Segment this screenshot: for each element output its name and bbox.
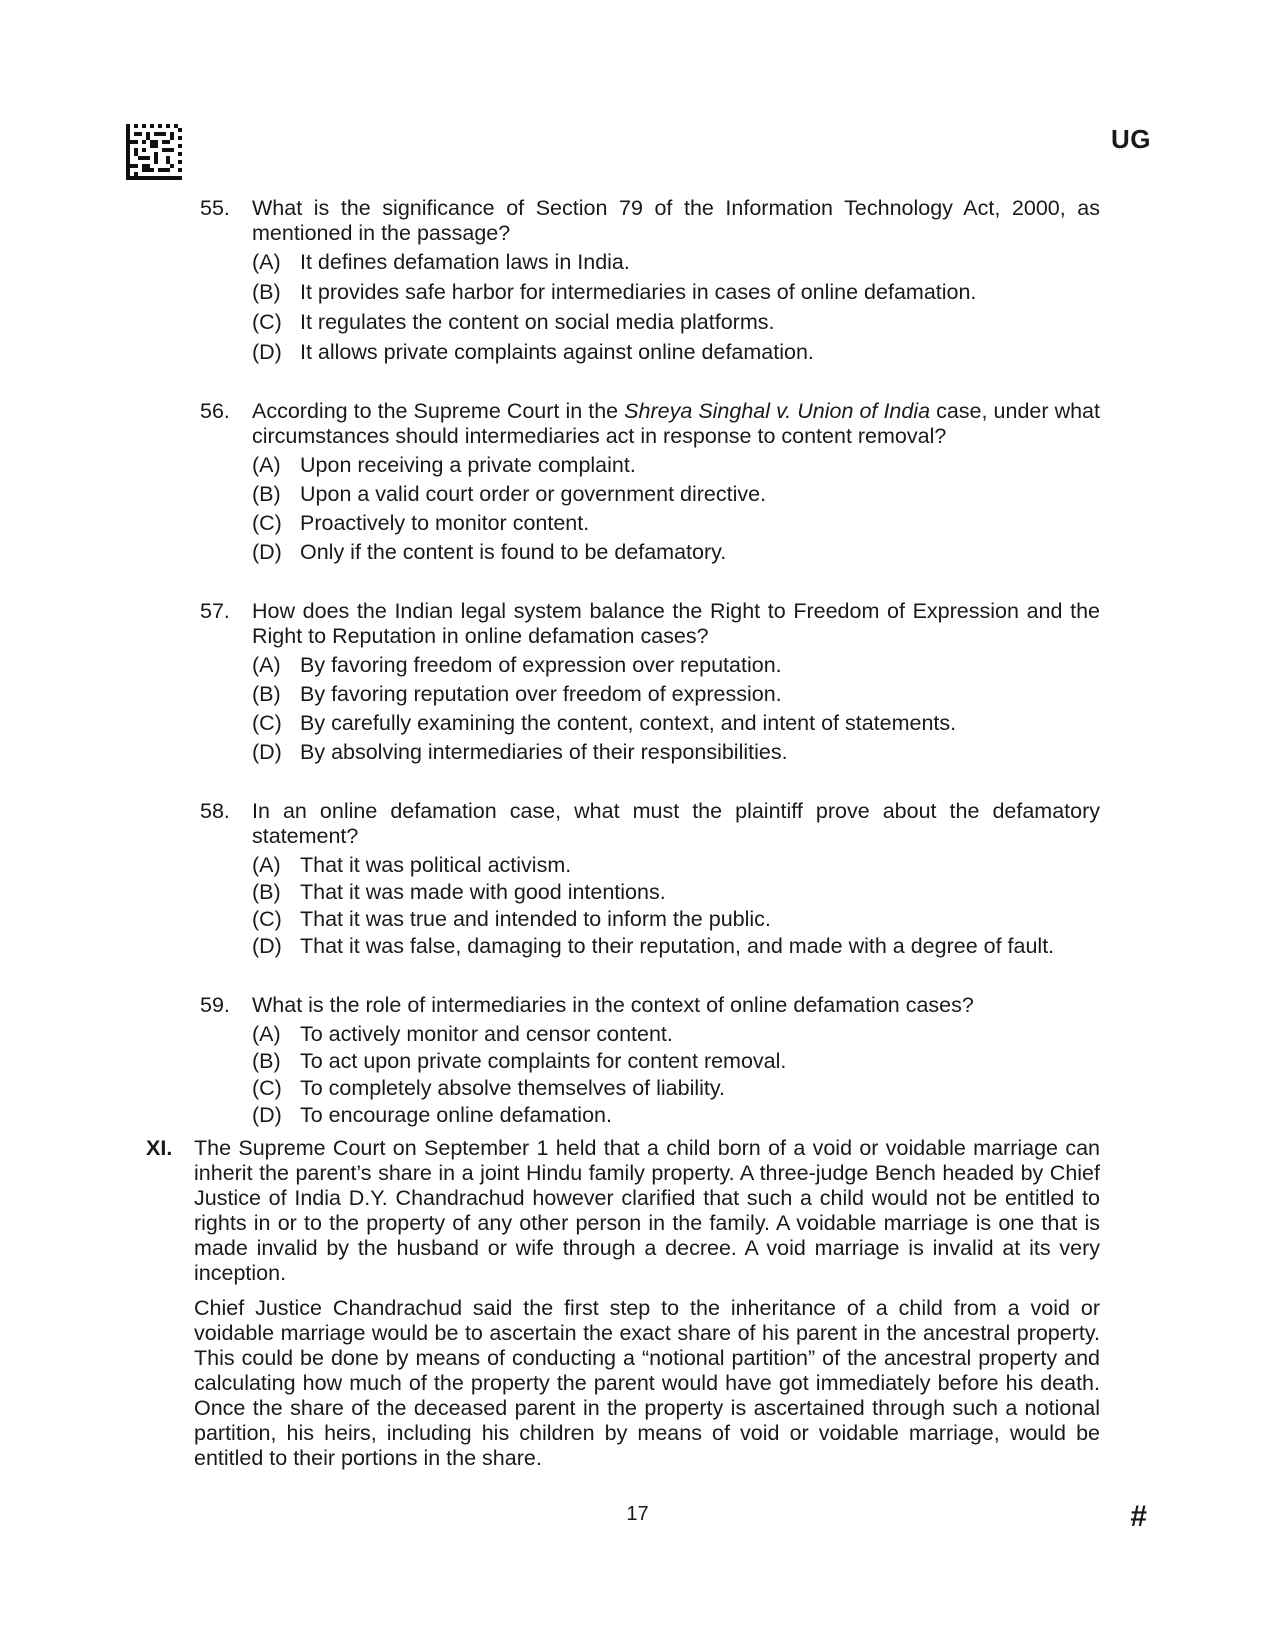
question-text: What is the significance of Section 79 of the Information Technology Act, 2000, as mentioned in the passage? xyxy=(252,196,1100,245)
section-number: XI. xyxy=(146,1136,173,1160)
option-d xyxy=(252,1103,1100,1128)
paper-code: UG xyxy=(1111,124,1151,154)
option-label: (B) xyxy=(252,682,281,706)
option-text: It provides safe harbor for intermediaries in cases of online defamation. xyxy=(300,280,977,304)
option-d xyxy=(252,540,1100,565)
option-a xyxy=(252,250,1100,275)
option-label: (A) xyxy=(252,453,281,477)
option-text: Only if the content is found to be defamatory. xyxy=(300,540,727,564)
option-text: That it was made with good intentions. xyxy=(300,880,666,904)
option-list xyxy=(252,250,1100,365)
question-number: 58. xyxy=(200,799,230,823)
option-label: (D) xyxy=(252,340,282,364)
question-text: How does the Indian legal system balance the Right to Freedom of Expression and the Right to Reputation in online defamation cases? xyxy=(252,599,1100,648)
option-c xyxy=(252,1076,1100,1101)
option-label: (C) xyxy=(252,907,282,931)
option-label: (A) xyxy=(252,250,281,274)
option-text: That it was false, damaging to their reputation, and made with a degree of fault. xyxy=(300,934,1055,958)
question-text xyxy=(252,399,1100,449)
option-label: (A) xyxy=(252,1022,281,1046)
option-label: (D) xyxy=(252,934,282,958)
passage-paragraph: The Supreme Court on September 1 held that a child born of a void or voidable marriage can inherit the parent’s share in a joint Hindu family property. A three-judge Bench headed by Chief Justice of India D.Y. Chandrachud however clarified that such a child would not be entitled to rights in or to the property of any other person in the family. A voidable marriage is one that is made invalid by the husband or wife through a decree. A void marriage is invalid at its very inception. xyxy=(194,1136,1100,1285)
option-label: (B) xyxy=(252,482,281,506)
question-number: 59. xyxy=(200,993,230,1017)
question-text-end: case, under what circumstances should intermediaries act in response to content removal? xyxy=(252,399,1100,448)
option-c xyxy=(252,310,1100,335)
passage-body xyxy=(194,1136,1100,1481)
option-label: (D) xyxy=(252,740,282,764)
option-label: (C) xyxy=(252,310,282,334)
option-label: (B) xyxy=(252,280,281,304)
option-c xyxy=(252,711,1100,736)
option-d xyxy=(252,340,1100,365)
option-b xyxy=(252,880,1100,905)
option-c xyxy=(252,511,1100,536)
option-text: It regulates the content on social media platforms. xyxy=(300,310,775,334)
option-label: (A) xyxy=(252,653,281,677)
option-text: It allows private complaints against online defamation. xyxy=(300,340,814,364)
option-label: (B) xyxy=(252,1049,281,1073)
question-56 xyxy=(200,399,1100,565)
option-text: To act upon private complaints for content removal. xyxy=(300,1049,787,1073)
question-text: In an online defamation case, what must the plaintiff prove about the defamatory statement? xyxy=(252,799,1100,848)
option-label: (A) xyxy=(252,853,281,877)
option-text: By absolving intermediaries of their responsibilities. xyxy=(300,740,788,764)
question-text-start: According to the Supreme Court in the xyxy=(252,399,625,423)
datamatrix-code-icon xyxy=(126,124,182,180)
page-number: 17 xyxy=(626,1503,649,1525)
option-list xyxy=(252,653,1100,765)
passage-section xyxy=(146,1136,1100,1481)
question-55 xyxy=(200,196,1100,365)
option-b xyxy=(252,280,1100,305)
option-text: By carefully examining the content, context, and intent of statements. xyxy=(300,711,957,735)
option-a xyxy=(252,653,1100,678)
question-number: 57. xyxy=(200,599,230,623)
option-text: By favoring freedom of expression over reputation. xyxy=(300,653,782,677)
question-59 xyxy=(200,993,1100,1128)
question-list xyxy=(200,196,1100,1162)
option-text: To actively monitor and censor content. xyxy=(300,1022,673,1046)
question-number: 55. xyxy=(200,196,230,220)
option-b xyxy=(252,682,1100,707)
option-label: (C) xyxy=(252,1076,282,1100)
option-text: That it was political activism. xyxy=(300,853,572,877)
option-text: By favoring reputation over freedom of expression. xyxy=(300,682,782,706)
option-text: To encourage online defamation. xyxy=(300,1103,612,1127)
case-name: Shreya Singhal v. Union of India xyxy=(624,399,931,423)
option-b xyxy=(252,482,1100,507)
option-b xyxy=(252,1049,1100,1074)
question-58 xyxy=(200,799,1100,959)
passage-paragraph: Chief Justice Chandrachud said the first step to the inheritance of a child from a void or voidable marriage would be to ascertain the exact share of his parent in the ancestral property. This could be done by means of conducting a “notional partition” of the ancestral property and calculating how much of the property the parent would have got immediately before his death. Once the share of the deceased parent in the property is ascertained through such a notional partition, his heirs, including his children by means of void or voidable marriage, would be entitled to their portions in the share. xyxy=(194,1296,1100,1470)
option-text: Upon receiving a private complaint. xyxy=(300,453,636,477)
option-text: Proactively to monitor content. xyxy=(300,511,590,535)
option-c xyxy=(252,907,1100,932)
question-number: 56. xyxy=(200,399,230,423)
option-list xyxy=(252,453,1100,565)
hash-mark: # xyxy=(1130,1500,1147,1533)
option-label: (D) xyxy=(252,540,282,564)
option-d xyxy=(252,934,1100,959)
option-label: (C) xyxy=(252,511,282,535)
option-text: That it was true and intended to inform the public. xyxy=(300,907,771,931)
option-label: (B) xyxy=(252,880,281,904)
option-a xyxy=(252,1022,1100,1047)
option-label: (D) xyxy=(252,1103,282,1127)
option-label: (C) xyxy=(252,711,282,735)
question-text: What is the role of intermediaries in the context of online defamation cases? xyxy=(252,993,974,1017)
option-list xyxy=(252,853,1100,959)
option-a xyxy=(252,853,1100,878)
option-text: Upon a valid court order or government directive. xyxy=(300,482,767,506)
option-list xyxy=(252,1022,1100,1128)
option-text: To completely absolve themselves of liability. xyxy=(300,1076,726,1100)
option-d xyxy=(252,740,1100,765)
option-a xyxy=(252,453,1100,478)
option-text: It defines defamation laws in India. xyxy=(300,250,630,274)
question-57 xyxy=(200,599,1100,765)
